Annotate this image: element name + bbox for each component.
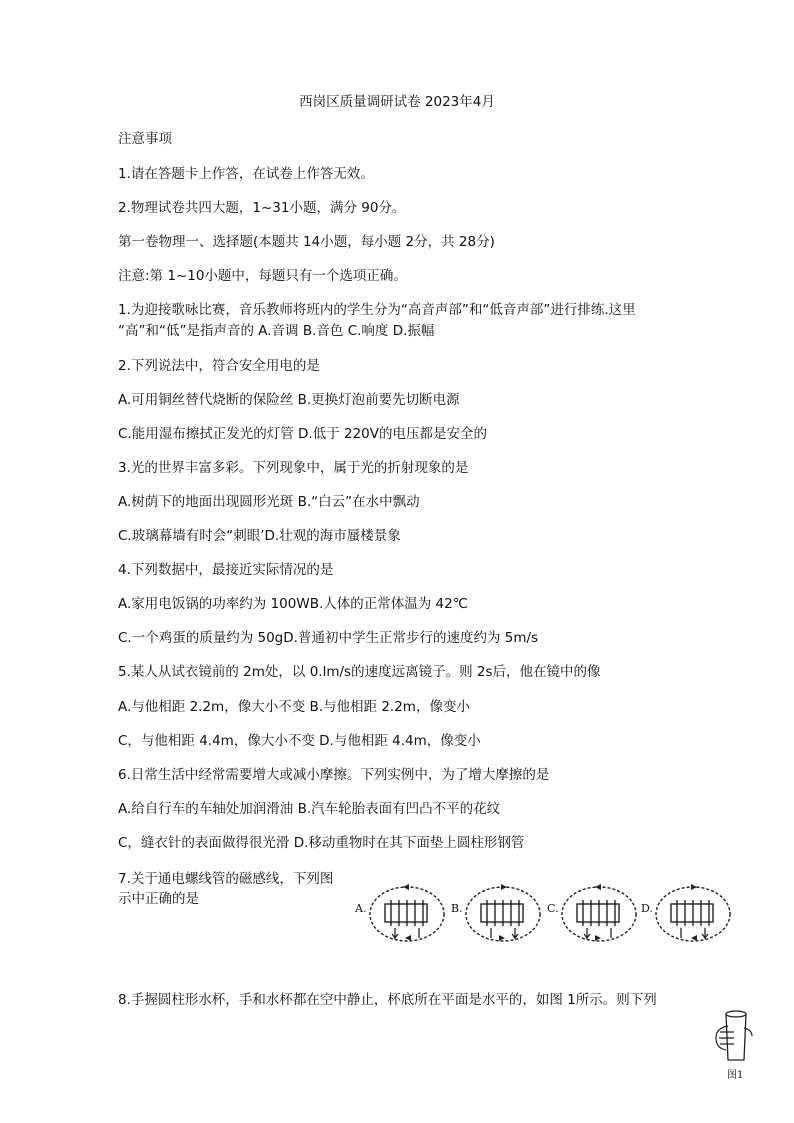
- solenoid-c-icon: [547, 880, 639, 950]
- question-2-stem: 2.下列说法中，符合安全用电的是: [118, 358, 320, 374]
- question-6-options-cd: C，缝衣针的表面做得很光滑 D.移动重物时在其下面垫上圆柱形钢管: [118, 835, 525, 851]
- figure-label-a: A.: [355, 902, 367, 915]
- question-8-stem: 8.手握圆柱形水杯，手和水杯都在空中静止，杯底所在平面是水平的，如图 1所示。则下列: [118, 992, 657, 1008]
- question-3-options-ab: A.树荫下的地面出现圆形光斑 B.“白云”在水中飘动: [118, 494, 420, 510]
- solenoid-d-icon: [641, 880, 733, 950]
- question-5-options-ab: A.与他相距 2.2m，像大小不变 B.与他相距 2.2m，像变小: [118, 699, 470, 715]
- section-heading: 第一卷物理一、选择题(本题共 14小题，每小题 2分，共 28分): [118, 234, 495, 250]
- figure-label-d: D.: [641, 902, 653, 915]
- question-5-options-cd: C，与他相距 4.4m，像大小不变 D.与他相距 4.4m，像变小: [118, 733, 481, 749]
- solenoid-figure-b: [451, 880, 543, 950]
- notice-item-2: 2.物理试卷共四大题，1~31小题，满分 90分。: [118, 200, 406, 216]
- page-title: 西岗区质量调研试卷 2023年4月: [299, 94, 495, 110]
- solenoid-a-icon: [355, 880, 447, 950]
- figure-label-b: B.: [451, 902, 463, 915]
- notice-item-1: 1.请在答题卡上作答，在试卷上作答无效。: [118, 166, 374, 182]
- question-1-stem: 1.为迎接歌咏比赛，音乐教师将班内的学生分为“高音声部”和“低音声部”进行排练.这里: [118, 302, 636, 318]
- question-7-stem-1: 7.关于通电螺线管的磁感线，下列图: [118, 871, 334, 887]
- question-2-options-ab: A.可用铜丝替代烧断的保险丝 B.更换灯泡前要先切断电源: [118, 392, 460, 408]
- question-4-options-ab: A.家用电饭锅的功率约为 100WB.人体的正常体温为 42℃: [118, 596, 468, 612]
- question-6-stem: 6.日常生活中经常需要增大或减小摩擦。下列实例中，为了增大摩擦的是: [118, 767, 550, 783]
- solenoid-figures: [355, 880, 735, 950]
- question-4-stem: 4.下列数据中，最接近实际情况的是: [118, 562, 334, 578]
- notice-heading: 注意事项: [118, 131, 172, 147]
- solenoid-figure-c: [547, 880, 639, 950]
- question-3-options-cd: C.玻璃幕墙有时会“刺眼’D.壮观的海市蜃楼景象: [118, 528, 401, 544]
- solenoid-figure-a: [355, 880, 447, 950]
- question-1-options: “高”和“低”是指声音的 A.音调 B.音色 C.响度 D.振幅: [118, 323, 435, 339]
- section-note: 注意:第 1~10小题中，每题只有一个选项正确。: [118, 268, 407, 284]
- question-5-stem: 5.某人从试衣镜前的 2m处，以 0.lm/s的速度远离镜子。则 2s后，他在镜中的像: [118, 664, 601, 680]
- question-7-stem-2: 示中正确的是: [118, 891, 199, 907]
- question-2-options-cd: C.能用湿布擦拭正发光的灯管 D.低于 220V的电压都是安全的: [118, 426, 487, 442]
- question-6-options-ab: A.给自行车的车轴处加润滑油 B.汽车轮胎表面有凹凸不平的花纹: [118, 801, 501, 817]
- question-4-options-cd: C.一个鸡蛋的质量约为 50gD.普通初中学生正常步行的速度约为 5m/s: [118, 630, 539, 646]
- figure-1-caption: 图1: [727, 1070, 744, 1081]
- solenoid-b-icon: [451, 880, 543, 950]
- question-3-stem: 3.光的世界丰富多彩。下列现象中，属于光的折射现象的是: [118, 460, 469, 476]
- figure-label-c: C.: [547, 902, 559, 915]
- solenoid-figure-d: [641, 880, 733, 950]
